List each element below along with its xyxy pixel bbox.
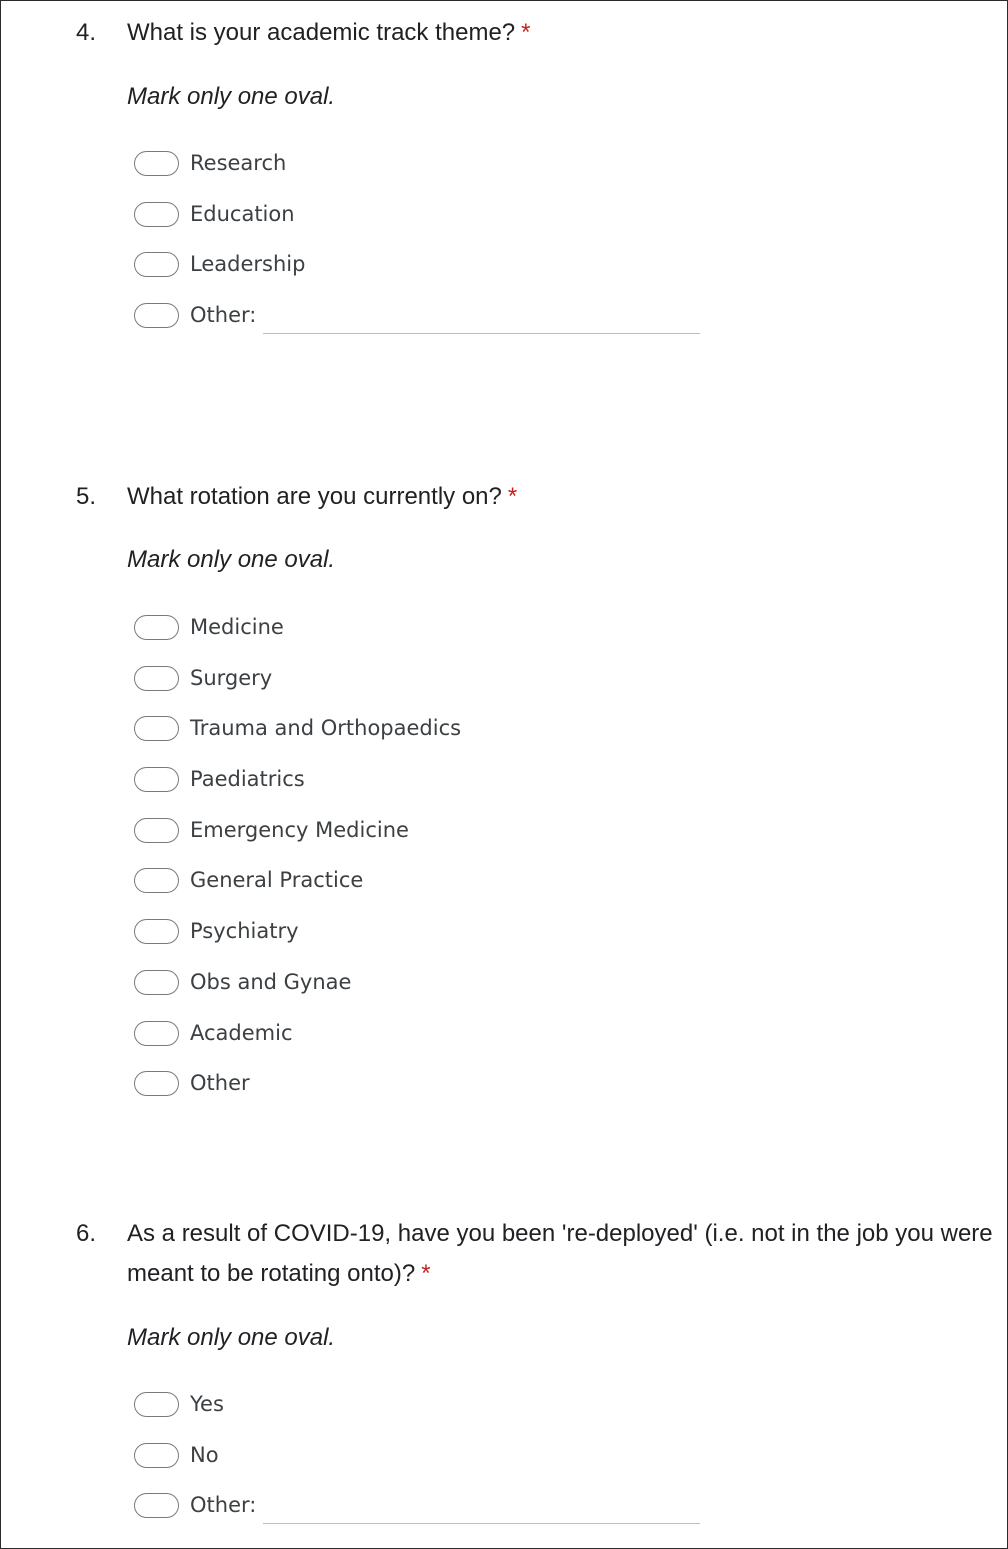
question-number: 4. bbox=[76, 19, 97, 46]
option-medicine[interactable] bbox=[134, 614, 461, 665]
radio-oval[interactable] bbox=[134, 767, 179, 792]
option-label: Other bbox=[190, 1071, 250, 1096]
question-number: 5. bbox=[76, 483, 97, 510]
option-label: Surgery bbox=[190, 665, 273, 690]
radio-oval[interactable] bbox=[134, 252, 179, 277]
option-surgery[interactable] bbox=[134, 665, 461, 716]
required-asterisk: * bbox=[421, 1260, 431, 1287]
question-instruction: Mark only one oval. bbox=[127, 546, 336, 573]
option-label: Yes bbox=[190, 1392, 224, 1416]
radio-oval[interactable] bbox=[134, 151, 179, 176]
option-education[interactable] bbox=[134, 201, 305, 252]
radio-oval[interactable] bbox=[134, 1392, 179, 1417]
radio-oval[interactable] bbox=[134, 919, 179, 944]
option-label: Other: bbox=[190, 303, 257, 328]
option-other[interactable] bbox=[134, 1070, 461, 1121]
radio-oval[interactable] bbox=[134, 818, 179, 843]
question-title-text: What is your academic track theme? bbox=[127, 19, 516, 46]
required-asterisk: * bbox=[521, 19, 531, 46]
radio-oval[interactable] bbox=[134, 666, 179, 691]
option-label: Other: bbox=[190, 1493, 257, 1518]
option-label: Research bbox=[190, 151, 287, 175]
option-list bbox=[134, 150, 305, 353]
option-obs-gynae[interactable] bbox=[134, 969, 461, 1020]
radio-oval[interactable] bbox=[134, 615, 179, 640]
option-general-practice[interactable] bbox=[134, 867, 461, 918]
question-title bbox=[127, 1214, 1008, 1294]
option-label: Obs and Gynae bbox=[190, 969, 352, 994]
option-other[interactable] bbox=[134, 302, 305, 353]
radio-oval[interactable] bbox=[134, 1493, 179, 1518]
option-label: Psychiatry bbox=[190, 919, 299, 944]
option-label: Leadership bbox=[190, 252, 306, 277]
option-academic[interactable] bbox=[134, 1020, 461, 1071]
radio-oval[interactable] bbox=[134, 1443, 179, 1468]
option-label: Paediatrics bbox=[190, 767, 305, 792]
option-label: General Practice bbox=[190, 868, 364, 893]
option-label: Trauma and Orthopaedics bbox=[190, 716, 462, 741]
radio-oval[interactable] bbox=[134, 1071, 179, 1096]
question-title-text: As a result of COVID-19, have you been 're-deployed' (i.e. not in the job you were meant to be rotating onto)? bbox=[127, 1220, 993, 1287]
question-number: 6. bbox=[76, 1220, 97, 1247]
question-title bbox=[127, 477, 1008, 517]
option-label: Academic bbox=[190, 1020, 293, 1045]
question-title bbox=[127, 13, 1008, 53]
option-emergency-medicine[interactable] bbox=[134, 817, 461, 868]
radio-oval[interactable] bbox=[134, 970, 179, 995]
other-text-field[interactable] bbox=[263, 333, 700, 334]
other-text-field[interactable] bbox=[263, 1523, 700, 1524]
option-no[interactable] bbox=[134, 1442, 256, 1493]
radio-oval[interactable] bbox=[134, 202, 179, 227]
radio-oval[interactable] bbox=[134, 1021, 179, 1046]
option-psychiatry[interactable] bbox=[134, 918, 461, 969]
option-list bbox=[134, 614, 461, 1121]
option-trauma-orthopaedics[interactable] bbox=[134, 715, 461, 766]
radio-oval[interactable] bbox=[134, 303, 179, 328]
radio-oval[interactable] bbox=[134, 716, 179, 741]
required-asterisk: * bbox=[507, 483, 518, 510]
radio-oval[interactable] bbox=[134, 868, 179, 893]
option-label: No bbox=[190, 1442, 219, 1467]
option-label: Medicine bbox=[190, 615, 284, 639]
question-instruction: Mark only one oval. bbox=[127, 83, 336, 110]
option-yes[interactable] bbox=[134, 1391, 256, 1442]
option-other[interactable] bbox=[134, 1492, 256, 1543]
option-label: Education bbox=[190, 201, 295, 226]
question-instruction: Mark only one oval. bbox=[127, 1324, 336, 1351]
option-paediatrics[interactable] bbox=[134, 766, 461, 817]
option-leadership[interactable] bbox=[134, 251, 305, 302]
option-research[interactable] bbox=[134, 150, 305, 201]
question-title-text: What rotation are you currently on? bbox=[127, 483, 502, 510]
option-label: Emergency Medicine bbox=[190, 817, 409, 842]
option-list bbox=[134, 1391, 256, 1543]
